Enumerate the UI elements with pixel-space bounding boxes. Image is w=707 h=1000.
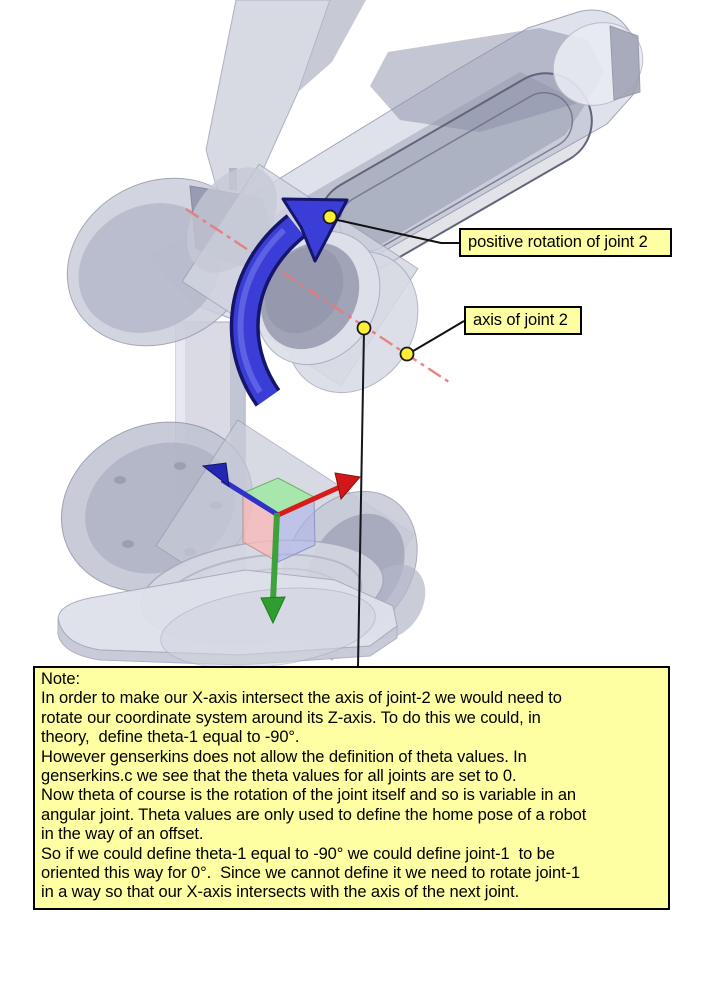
note-line: angular joint. Theta values are only used to define the home pose of a robot <box>41 805 587 824</box>
axis-of-joint2-label: axis of joint 2 <box>464 306 582 335</box>
note-line: in a way so that our X-axis intersects with the axis of the next joint. <box>41 883 520 902</box>
bolt-1 <box>114 476 126 484</box>
note-line: Note: <box>41 670 80 688</box>
note-line: genserkins.c we see that the theta values for all joints are set to 0. <box>41 767 517 786</box>
marker-rotation-point <box>324 211 337 224</box>
note-line: Now theta of course is the rotation of the joint itself and so is variable in an <box>41 786 576 805</box>
bolt-2 <box>174 462 186 470</box>
marker-axis-point-1 <box>358 322 371 335</box>
note-box <box>33 666 670 910</box>
note-line: However genserkins does not allow the definition of theta values. In <box>41 747 527 766</box>
marker-axis-point-2 <box>401 348 414 361</box>
note-line: theory, define theta-1 equal to -90°. <box>41 728 300 747</box>
note-line: In order to make our X-axis intersect the axis of joint-2 we would need to <box>41 689 562 708</box>
rotation-of-joint2-label: positive rotation of joint 2 <box>459 228 672 257</box>
note-line: in the way of an offset. <box>41 825 204 844</box>
frame-y-axis <box>273 513 277 601</box>
note-line: So if we could define theta-1 equal to -90° we could define joint-1 to be <box>41 844 555 863</box>
forearm-end-block <box>610 26 640 100</box>
note-line: rotate our coordinate system around its Z-axis. To do this we could, in <box>41 708 541 727</box>
bolt-5 <box>122 540 134 548</box>
note-line: oriented this way for 0°. Since we cannot define it we need to rotate joint-1 <box>41 864 581 883</box>
